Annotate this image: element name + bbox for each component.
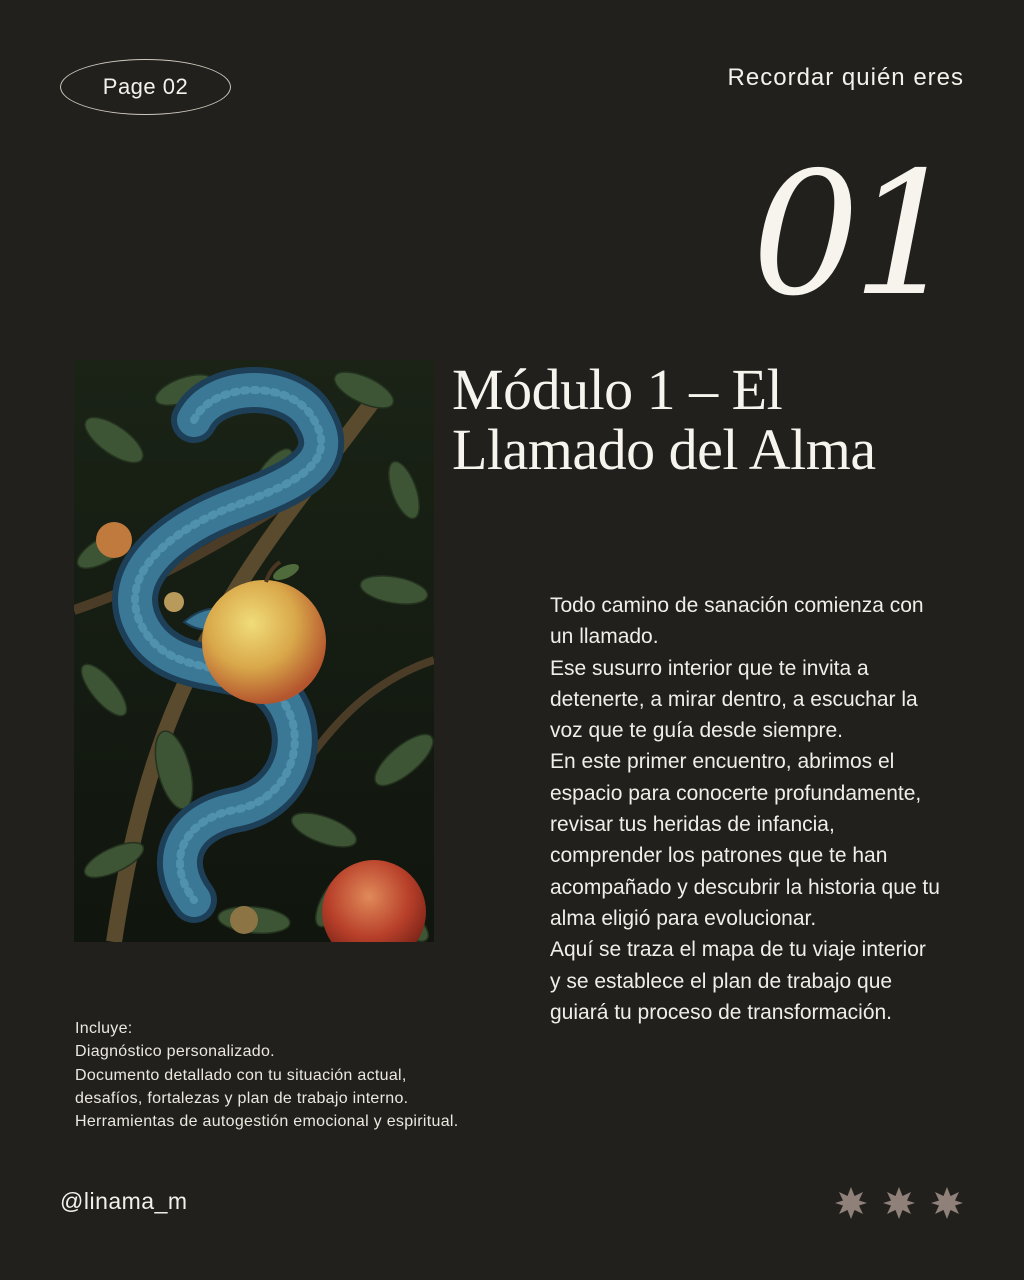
decorative-stars xyxy=(834,1186,964,1220)
includes-item: Diagnóstico personalizado. xyxy=(75,1043,275,1061)
description-paragraph-1: Todo camino de sanación comienza con un llamado. xyxy=(550,594,924,649)
serpent-apple-image xyxy=(74,360,434,942)
flower-star-icon xyxy=(834,1186,868,1220)
flower-star-icon xyxy=(882,1186,916,1220)
includes-item: desafíos, fortalezas y plan de trabajo interno. xyxy=(75,1089,409,1107)
page-label: Page 02 xyxy=(102,74,189,99)
page-label-badge xyxy=(60,59,231,115)
includes-list xyxy=(75,1017,535,1133)
includes-heading: Incluye: xyxy=(75,1020,133,1037)
description-paragraph-4: Aquí se traza el mapa de tu viaje interior y se establece el plan de trabajo que guiará tu proceso de transformación. xyxy=(550,938,926,1024)
tagline: Recordar quién eres xyxy=(727,64,964,91)
includes-item: Herramientas de autogestión emocional y espiritual. xyxy=(75,1113,459,1131)
module-title-line-2: Llamado del Alma xyxy=(452,417,876,482)
includes-item: Documento detallado con tu situación actual, xyxy=(75,1066,407,1084)
module-description xyxy=(550,590,940,1028)
module-number: 01 xyxy=(751,136,952,334)
flower-star-icon xyxy=(930,1186,964,1220)
description-paragraph-3: En este primer encuentro, abrimos el espacio para conocerte profundamente, revisar tus heridas de infancia, comprender los patrones que te han acompañado y descubrir la historia que tu alma eligió para evolucionar. xyxy=(550,750,940,930)
description-paragraph-2: Ese susurro interior que te invita a detenerte, a mirar dentro, a escuchar la voz que te guía desde siempre. xyxy=(550,656,918,743)
module-title xyxy=(452,357,972,482)
social-handle: @linama_m xyxy=(60,1188,188,1214)
module-title-line-1: Módulo 1 – El xyxy=(452,357,783,422)
